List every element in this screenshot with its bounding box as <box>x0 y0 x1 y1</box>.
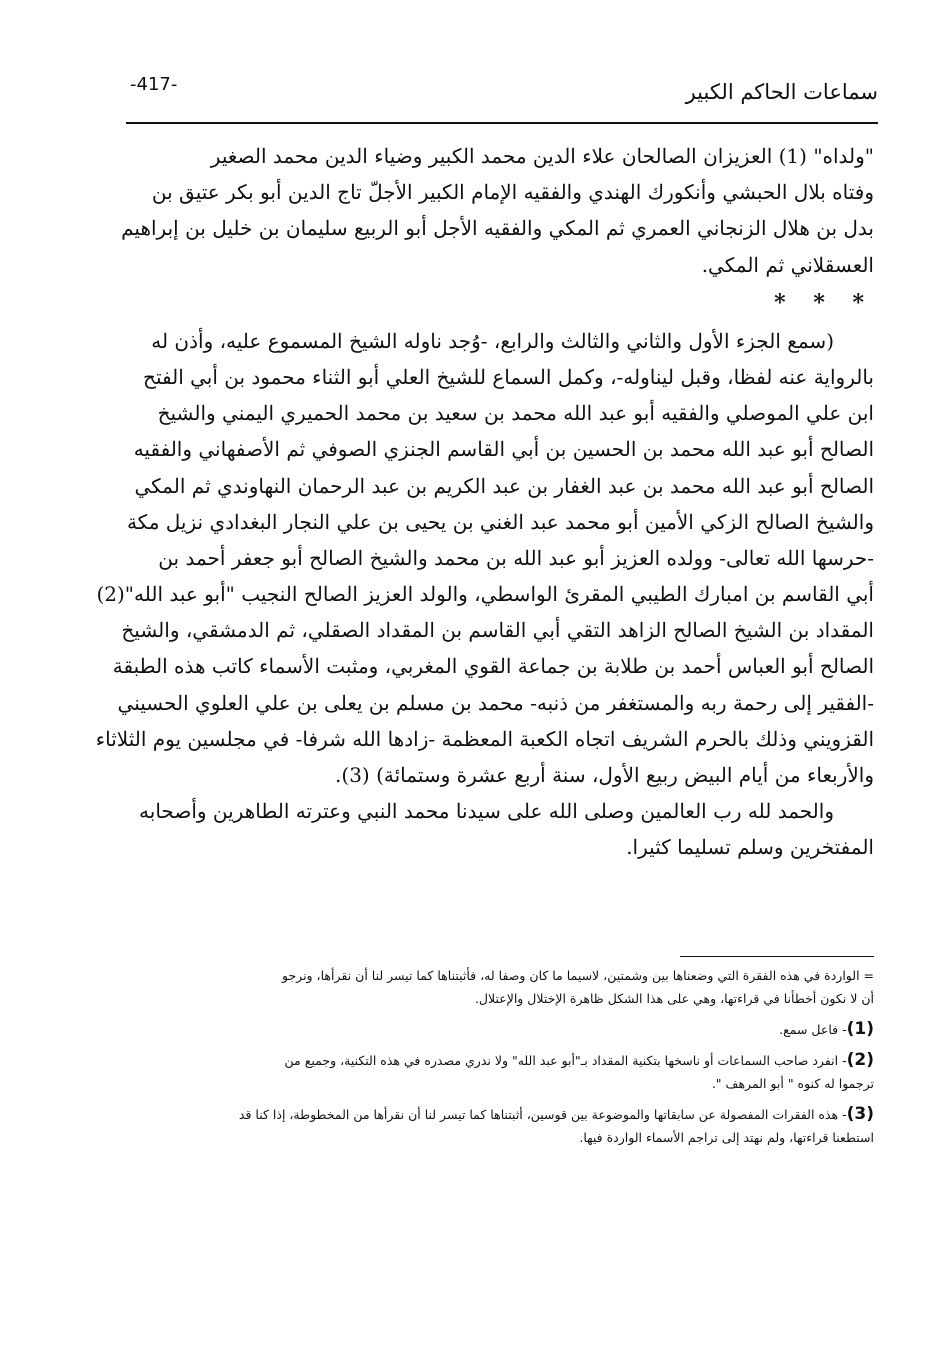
page-number: -417- <box>130 74 178 95</box>
text-line: -حرسها الله تعالى- وولده العزيز أبو عبد الله بن محمد والشيخ الصالح أبو جعفر أحمد بن <box>158 545 874 570</box>
footnote-continuation-line: أن لا نكون أخطأنا في قراءتها، وهي على هذا الشكل ظاهرة الإختلال والإعتلال. <box>474 991 874 1006</box>
footnote-number: (3) <box>846 1104 874 1124</box>
text-line: والأربعاء من أيام البيض ربيع الأول، سنة أربع عشرة وستمائة) (3). <box>335 763 874 787</box>
paragraph-1 <box>121 138 874 283</box>
footnotes <box>128 964 874 1149</box>
text-line: المفتخرين وسلم تسليما كثيرا. <box>626 835 874 860</box>
paragraph-3 <box>128 793 874 865</box>
text-line: المقداد بن الشيخ الصالح الزاهد التقي أبي القاسم بن المقداد الصقلي، ثم الدمشقي، والشيخ <box>121 618 874 643</box>
footnote-number: (1) <box>846 1019 874 1039</box>
paragraph-2 <box>95 323 874 793</box>
footnote-text: - هذه الفقرات المفصولة عن سابقاتها والموضوعة بين قوسين، أثبتناها كما تيسر لنا أن نقرأها من المخطوطة، إذا كنا قد <box>238 1107 847 1122</box>
footnote-text-line: استطعنا قراءتها، ولم نهتد إلى تراجم الأسماء الواردة فيها. <box>579 1130 874 1145</box>
section-separator: * * * <box>774 289 874 316</box>
text-line: الصالح أبو عبد الله محمد بن عبد الغفار بن عبد الكريم بن عبد الرحمان النهاوندي ثم المكي <box>134 473 874 498</box>
text-line: أبي القاسم بن امبارك الطيبي المقرئ الواسطي، والولد العزيز الصالح النجيب "أبو عبد الله"(2) <box>96 582 874 607</box>
text-line: بالرواية عنه لفظا، وقبل ليناوله-، وكمل السماع للشيخ العلي أبو الثناء محمود بن أبي الفتح <box>143 364 874 389</box>
text-line: ابن علي الموصلي والفقيه أبو عبد الله محمد بن سعيد بن محمد الحميري اليمني والشيخ <box>157 401 874 426</box>
text-line: "ولداه" (1) العزيزان الصالحان علاء الدين محمد الكبير وضياء الدين محمد الصغير <box>210 144 874 168</box>
text-line: بدل بن هلال الزنجاني العمري ثم المكي والفقيه الأجل أبو الربيع سليمان بن خليل بن إبراهيم <box>121 216 874 241</box>
text-line: الصالح أبو العباس أحمد بن طلابة بن جماعة القوي المغربي، ومثبت الأسماء كاتب هذه الطبقة <box>112 654 874 679</box>
text-line: والشيخ الصالح الزكي الأمين أبو محمد عبد الغني بن يحيى بن علي النجار البغدادي نزيل مكة <box>126 509 874 534</box>
footnote-1 <box>128 1018 874 1041</box>
text-line: (سمع الجزء الأول والثاني والثالث والرابع، -وُجد ناوله الشيخ المسموع عليه، وأذن له <box>151 328 834 353</box>
text-line: القزويني وذلك بالحرم الشريف اتجاه الكعبة المعظمة -زادها الله شرفا- في مجلسين يوم الثلاثاء <box>95 726 874 751</box>
header-rule <box>126 122 878 124</box>
text-line: والحمد لله رب العالمين وصلى الله على سيدنا محمد النبي وعترته الطاهرين وأصحابه <box>139 799 834 824</box>
footnote-text: - فاعل سمع. <box>779 1022 847 1037</box>
text-line: العسقلاني ثم المكي. <box>701 252 874 277</box>
text-line: وفتاه بلال الحبشي وأنكورك الهندي والفقيه الإمام الكبير الأجلّ تاج الدين أبو بكر عتيق بن <box>151 180 874 205</box>
footnote-continuation-line: = الواردة في هذه الفقرة التي وضعناها بين وشمتين، لاسيما ما كان وصفا له، فأثبتناها كما تيسر لنا أن نقرأها، ونرجو <box>281 968 874 983</box>
text-line: -الفقير إلى رحمة ربه والمستغفر من ذنبه- محمد بن مسلم بن يعلى بن علي العلوي الحسيني <box>117 690 874 715</box>
footnote-rule <box>680 956 874 957</box>
text-line: الصالح أبو عبد الله محمد بن الحسين بن أبي القاسم الجنزي الصوفي ثم الأصفهاني والفقيه <box>133 437 874 462</box>
footnote-2 <box>128 1049 874 1072</box>
footnote-text: - انفرد صاحب السماعات أو ناسخها بتكنية المقداد بـ"أبو عبد الله" ولا ندري مصدره في هذه التكنية، وجميع من <box>284 1053 847 1068</box>
running-title: سماعات الحاكم الكبير <box>685 80 878 104</box>
footnote-text-line: ترجموا له كنوه " أبو المرهف ". <box>711 1076 874 1091</box>
footnote-number: (2) <box>846 1050 874 1070</box>
footnote-3 <box>128 1103 874 1126</box>
body-text <box>95 138 874 866</box>
